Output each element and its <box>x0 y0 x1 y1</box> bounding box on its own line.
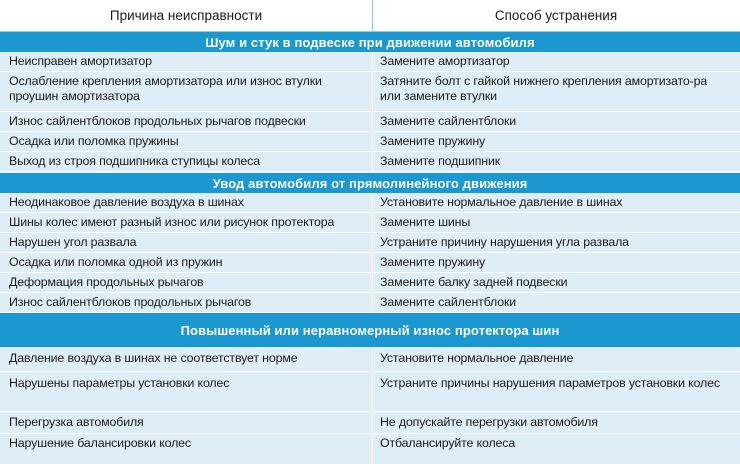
row-cause: Давление воздуха в шинах не соответствует норме <box>9 351 298 365</box>
row-cause: Ослабление крепления амортизатора или износ втулки проушин амортизатора <box>9 74 322 103</box>
table-row <box>0 293 740 313</box>
header-cause: Причина неисправности <box>109 8 263 23</box>
row-fix: Устраните причины нарушения параметров установки колес <box>380 376 720 390</box>
table-row <box>0 434 740 464</box>
table-row <box>0 112 740 132</box>
row-cause: Неисправен амортизатор <box>9 54 152 68</box>
row-cause: Осадка или поломка пружины <box>9 134 179 148</box>
section-title: Повышенный или неравномерный износ протектора шин <box>0 313 740 347</box>
row-fix: Установите нормальное давление <box>380 351 574 365</box>
row-cause: Деформация продольных рычагов <box>9 275 204 289</box>
row-fix: Замените балку задней подвески <box>380 275 568 289</box>
row-fix: Затяните болт с гайкой нижнего крепления амортизато-ра или замените втулки <box>380 74 708 103</box>
row-fix: Замените пружину <box>380 134 486 148</box>
row-cause: Неодинаковое давление воздуха в шинах <box>9 195 244 209</box>
table-row <box>0 412 740 434</box>
table-row <box>0 132 740 152</box>
section-title: Шум и стук в подвеске при движении автомобиля <box>0 32 740 52</box>
row-fix: Замените подшипник <box>380 154 501 168</box>
row-cause: Выход из строя подшипника ступицы колеса <box>9 154 260 168</box>
row-fix: Отбалансируйте колеса <box>380 436 516 450</box>
table-row <box>0 193 740 213</box>
row-fix: Не допускайте перегрузки автомобиля <box>380 415 598 429</box>
row-fix: Замените сайлентблоки <box>380 114 517 128</box>
row-fix: Замените шины <box>380 215 471 229</box>
header-fix: Способ устранения <box>494 8 618 23</box>
table-row <box>0 52 740 72</box>
row-cause: Осадка или поломка одной из пружин <box>9 255 223 269</box>
row-cause: Нарушены параметры установки колес <box>9 376 230 390</box>
table-row <box>0 347 740 372</box>
section-title: Увод автомобиля от прямолинейного движения <box>0 173 740 193</box>
table-row <box>0 233 740 253</box>
row-cause: Нарушен угол развала <box>9 235 137 249</box>
table-row <box>0 152 740 172</box>
row-cause: Шины колес имеют разный износ или рисунок протектора <box>9 215 335 229</box>
row-cause: Нарушение балансировки колес <box>9 436 191 450</box>
row-cause: Перегрузка автомобиля <box>9 415 144 429</box>
table-row <box>0 72 740 112</box>
row-fix: Замените пружину <box>380 255 486 269</box>
row-fix: Устраните причину нарушения угла развала <box>380 235 629 249</box>
row-fix: Замените амортизатор <box>380 54 510 68</box>
table-row <box>0 213 740 233</box>
row-cause: Износ сайлентблоков продольных рычагов <box>9 295 252 309</box>
row-fix: Установите нормальное давление в шинах <box>380 195 623 209</box>
table-row <box>0 253 740 273</box>
table-row <box>0 372 740 412</box>
row-fix: Замените сайлентблоки <box>380 295 517 309</box>
table-header <box>0 0 740 32</box>
row-cause: Износ сайлентблоков продольных рычагов подвески <box>9 114 306 128</box>
table-row <box>0 273 740 293</box>
